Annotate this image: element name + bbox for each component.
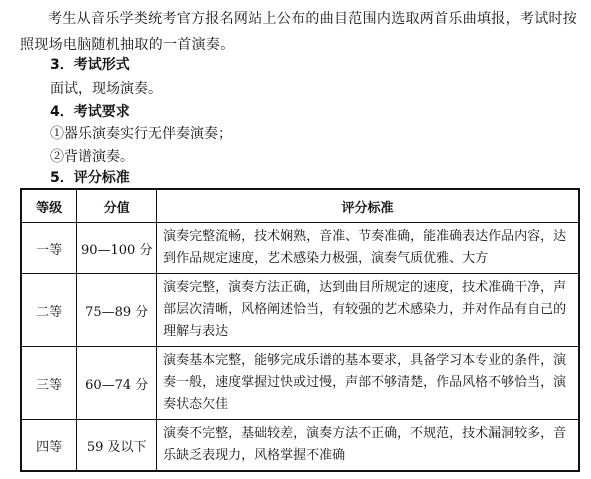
grade-cell: 三等 xyxy=(21,347,77,420)
section-3-heading: 3．考试形式 xyxy=(50,57,130,73)
criteria-cell: 演奏基本完整，能够完成乐谱的基本要求，具备学习本专业的条件，演奏一般，速度掌握过快或过慢，声部不够清楚，作品风格不够恰当，演奏状态欠佳 xyxy=(157,347,579,420)
criteria-cell: 演奏完整流畅，技术娴熟，音准、节奏准确，能准确表达作品内容，达到作品规定速度，艺术感染力极强，演奏气质优雅、大方 xyxy=(157,223,579,274)
table-row xyxy=(21,347,579,420)
grade-cell: 四等 xyxy=(21,420,77,472)
requirement-item-1: ①器乐演奏实行无伴奏演奏； xyxy=(50,126,232,142)
header-criteria: 评分标准 xyxy=(157,189,579,223)
section-3-body: 面试，现场演奏。 xyxy=(50,81,162,97)
table-row xyxy=(21,223,579,274)
header-grade: 等级 xyxy=(21,189,77,223)
score-cell: 59 及以下 xyxy=(77,420,157,472)
criteria-cell: 演奏不完整，基础较差，演奏方法不正确，不规范，技术漏洞较多，音乐缺乏表现力，风格掌握不准确 xyxy=(157,420,579,472)
table-row xyxy=(21,420,579,472)
requirement-item-2: ②背谱演奏。 xyxy=(50,149,134,165)
section-4-heading: 4．考试要求 xyxy=(50,104,130,120)
header-score: 分值 xyxy=(77,189,157,223)
intro-paragraph: 考生从音乐学类统考官方报名网站上公布的曲目范围内选取两首乐曲填报，考试时按照现场电脑随机抽取的一首演奏。 xyxy=(20,11,578,53)
score-cell: 75—89 分 xyxy=(77,274,157,347)
table-header-row xyxy=(21,189,579,223)
score-cell: 90—100 分 xyxy=(77,223,157,274)
criteria-cell: 演奏完整，演奏方法正确，达到曲目所规定的速度，技术准确干净，声部层次清晰，风格阐述恰当，有较强的艺术感染力，并对作品有自己的理解与表达 xyxy=(157,274,579,347)
score-cell: 60—74 分 xyxy=(77,347,157,420)
grade-cell: 一等 xyxy=(21,223,77,274)
table-row xyxy=(21,274,579,347)
scoring-table xyxy=(20,188,580,472)
section-5-heading: 5．评分标准 xyxy=(50,170,130,186)
grade-cell: 二等 xyxy=(21,274,77,347)
